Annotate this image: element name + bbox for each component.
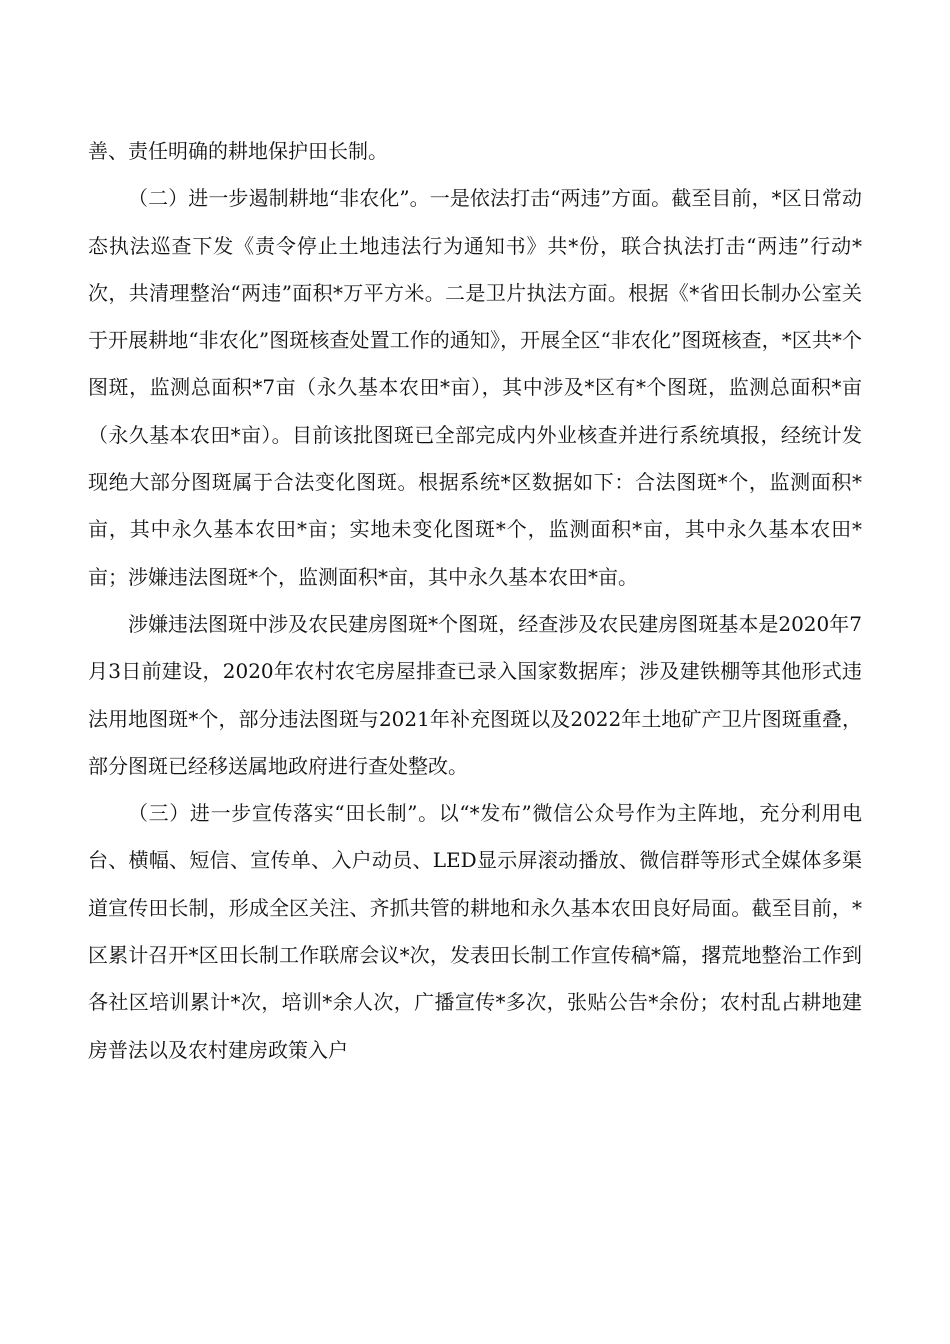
paragraph-illegal-spots: 涉嫌违法图斑中涉及农民建房图斑*个图斑，经查涉及农民建房图斑基本是2020年7月3日前建设，2020年农村农宅房屋排查已录入国家数据库；涉及建铁棚等其他形式违法用地图斑*个，部分违法图斑与2021年补充图斑以及2022年土地矿产卫片图斑重叠，部分图斑已经移送属地政府进行查处整改。 [88, 611, 862, 778]
document-body [88, 128, 862, 1074]
paragraph-section-three: （三）进一步宣传落实“田长制”。以“*发布”微信公众号作为主阵地，充分利用电台、横幅、短信、宣传单、入户动员、LED显示屏滚动播放、微信群等形式全媒体多渠道宣传田长制，形成全区关注、齐抓共管的耕地和永久基本农田良好局面。截至目前，*区累计召开*区田长制工作联席会议*次，发表田长制工作宣传稿*篇，撂荒地整治工作到各社区培训累计*次，培训*余人次，广播宣传*多次，张贴公告*余份；农村乱占耕地建房普法以及农村建房政策入户 [88, 801, 862, 1062]
paragraph-continuation: 善、责任明确的耕地保护田长制。 [88, 139, 388, 163]
paragraph-section-two: （二）进一步遏制耕地“非农化”。一是依法打击“两违”方面。截至目前，*区日常动态执法巡查下发《责令停止土地违法行为通知书》共*份，联合执法打击“两违”行动*次，共清理整治“两违”面积*万平方米。二是卫片执法方面。根据《*省田长制办公室关于开展耕地“非农化”图斑核查处置工作的通知》，开展全区“非农化”图斑核查，*区共*个图斑，监测总面积*7亩（永久基本农田*亩），其中涉及*区有*个图斑，监测总面积*亩（永久基本农田*亩）。目前该批图斑已全部完成内外业核查并进行系统填报，经统计发现绝大部分图斑属于合法变化图斑。根据系统*区数据如下：合法图斑*个，监测面积*亩，其中永久基本农田*亩；实地未变化图斑*个，监测面积*亩，其中永久基本农田*亩；涉嫌违法图斑*个，监测面积*亩，其中永久基本农田*亩。 [88, 186, 862, 589]
